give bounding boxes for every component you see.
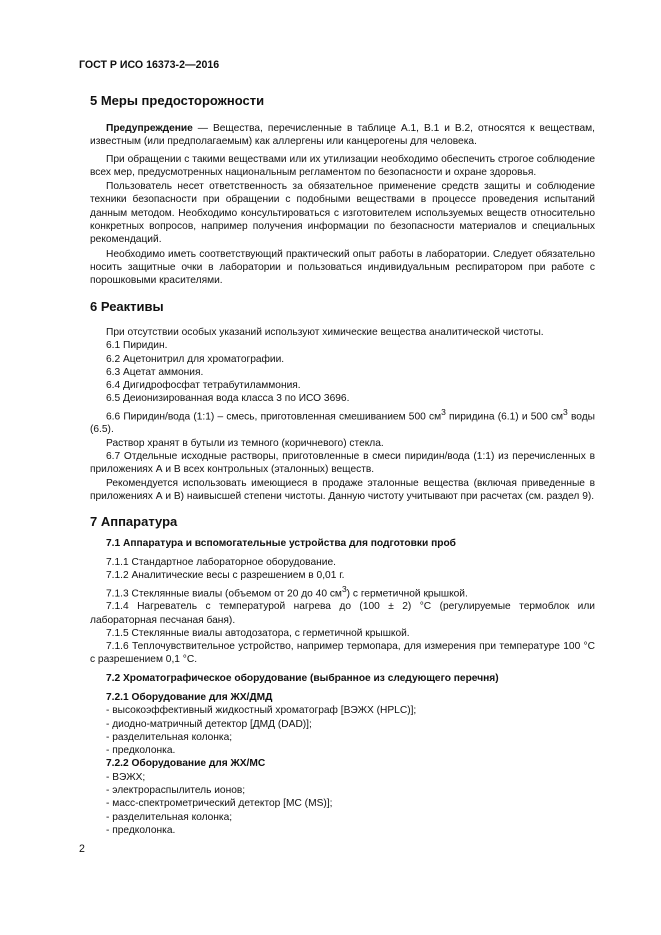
page-number: 2: [79, 843, 85, 855]
text: 6.6 Пиридин/вода (1:1) – смесь, приготовленная смешиванием 500 см: [106, 411, 442, 423]
list-item: 6.4 Дигидрофосфат тетрабутиламмония.: [106, 380, 301, 392]
section-7-title: 7 Аппаратура: [90, 514, 178, 529]
text: ) с герметичной крышкой.: [346, 587, 468, 599]
list-item: 7.1.6 Теплочувствительное устройство, например термопара, для измерения при температуре 100 °С с разрешением 0,1 °С.: [90, 641, 595, 666]
subsection-7-2-1-title: 7.2.1 Оборудование для ЖХ/ДМД: [106, 692, 273, 703]
equipment-list-lc-ms: [90, 771, 595, 837]
warning-label: Предупреждение: [106, 123, 193, 134]
text: воды (6.5).: [90, 411, 595, 436]
superscript: 3: [563, 406, 568, 417]
list-item: 6.3 Ацетат аммония.: [106, 366, 204, 378]
list-item: 7.1.2 Аналитические весы с разрешением в 0,01 г.: [106, 570, 345, 582]
document-header: ГОСТ Р ИСО 16373-2—2016: [79, 59, 220, 71]
section-6-body: [90, 326, 595, 503]
list-item: [90, 583, 595, 601]
list-item: - высокоэффективный жидкостный хроматограф [ВЭЖХ (HPLC)];: [106, 705, 417, 717]
warning-text: — Вещества, перечисленные в таблице А.1, В.1 и В.2, относятся к веществам, известным (или предполагаемым) как аллергены или канцерогены для человека.: [90, 123, 595, 148]
list-item: 7.1.5 Стеклянные виалы автодозатора, с герметичной крышкой.: [106, 627, 410, 639]
section-6-title: 6 Реактивы: [90, 299, 164, 314]
paragraph: При отсутствии особых указаний используют химические вещества аналитической чистоты.: [106, 327, 544, 338]
subsection-7-1-body: [90, 556, 595, 667]
subsection-7-1-title: 7.1 Аппаратура и вспомогательные устройства для подготовки проб: [106, 538, 456, 549]
list-item: - разделительная колонка;: [106, 811, 233, 823]
superscript: 3: [441, 406, 446, 417]
list-item: 6.7 Отдельные исходные растворы, приготовленные в смеси пиридин/вода (1:1) из перечисленных в приложениях А и В всех контрольных (эталонных) веществ.: [90, 451, 595, 476]
list-item: 6.5 Деионизированная вода класса 3 по ИСО 3696.: [106, 393, 350, 405]
equipment-list-lc-dad: [90, 704, 595, 757]
text: пиридина (6.1) и 500 см: [445, 411, 564, 423]
warning-paragraph: [90, 122, 595, 149]
superscript: 3: [341, 583, 347, 594]
list-item: - предколонка.: [106, 745, 176, 757]
section-5-body: [90, 122, 595, 288]
paragraph: Пользователь несет ответственность за обязательное применение средств защиты и соблюдение техники безопасности при обращении с подобными веществами в процессе проведения испытаний данным методом. Необходимо консультироваться с изготовителем используемых веществ относительно конкретных вопросов, например получения информации по безопасности материалов и специальных рекомендаций.: [90, 181, 595, 246]
subsection-7-2-2-title: 7.2.2 Оборудование для ЖХ/МС: [106, 758, 266, 770]
list-item: - масс-спектрометрический детектор [МС (MS)];: [106, 798, 333, 810]
text: 7.1.3 Стеклянные виалы (объемом от 20 до 40 см: [106, 587, 342, 599]
paragraph: Раствор хранят в бутыли из темного (коричневого) стекла.: [106, 437, 384, 449]
list-item: - предколонка.: [106, 824, 176, 836]
list-item: - ВЭЖХ;: [106, 771, 146, 783]
list-item: 7.1.4 Нагреватель с температурой нагрева до (100 ± 2) °С (регулируемые термоблок или лабораторная песчаная баня).: [90, 601, 595, 626]
list-item: [90, 406, 595, 437]
list-item: - диодно-матричный детектор [ДМД (DAD)];: [106, 718, 312, 730]
subsection-7-2-body: [90, 691, 595, 837]
paragraph: Рекомендуется использовать имеющиеся в продаже эталонные вещества (включая приведенные в приложениях А и В) наивысшей степени чистоты. Данную чистоту учитывают при расчетах (см. раздел 9).: [90, 477, 595, 502]
list-item: - разделительная колонка;: [106, 731, 233, 743]
subsection-7-2-title: 7.2 Хроматографическое оборудование (выбранное из следующего перечня): [106, 673, 499, 684]
list-item: 7.1.1 Стандартное лабораторное оборудование.: [106, 557, 336, 568]
paragraph: При обращении с такими веществами или их утилизации необходимо обеспечить строгое соблюдение всех мер, предусмотренных национальным регламентом по безопасности и охране здоровья.: [90, 153, 595, 178]
paragraph: Необходимо иметь соответствующий практический опыт работы в лаборатории. Следует обязательно носить защитные очки в лаборатории и пользоваться индивидуальным респиратором при работе с порошковыми красителями.: [90, 248, 595, 287]
list-item: - электрораспылитель ионов;: [106, 785, 246, 797]
list-item: 6.2 Ацетонитрил для хроматографии.: [106, 353, 285, 365]
list-item: 6.1 Пиридин.: [106, 340, 168, 352]
section-5-title: 5 Меры предосторожности: [90, 93, 265, 108]
